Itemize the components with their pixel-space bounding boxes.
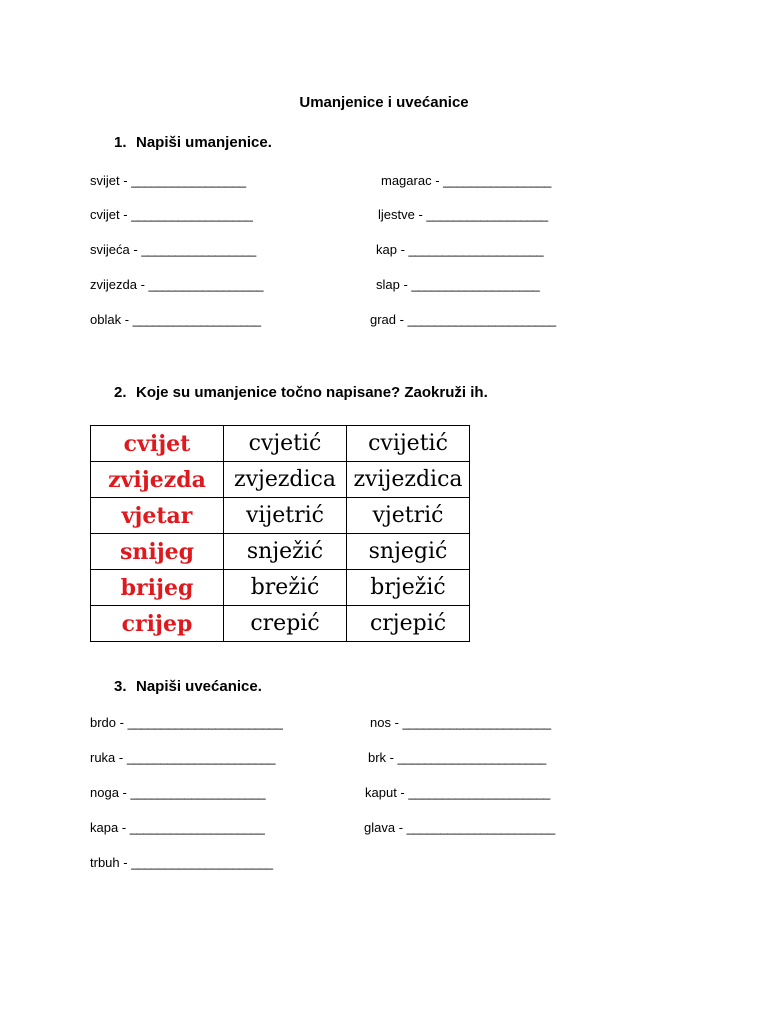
answer-blank[interactable]: ______________________ — [397, 750, 546, 765]
exercise-1-item: kap - ____________________ — [376, 242, 544, 257]
answer-blank[interactable]: _________________ — [141, 242, 256, 257]
exercise-1-word: cvijet — [90, 207, 120, 222]
exercise-3-word: trbuh — [90, 855, 120, 870]
exercise-1-item: oblak - ___________________ — [90, 312, 261, 327]
answer-blank[interactable]: ____________________ — [408, 242, 544, 257]
exercise-3-word: ruka — [90, 750, 116, 765]
answer-blank[interactable]: _________________ — [131, 173, 246, 188]
option-word[interactable]: cvjetić — [224, 426, 347, 462]
exercise-1-item: svijet - _________________ — [90, 173, 246, 188]
exercise-3-item: kaput - _____________________ — [365, 785, 550, 800]
section-3-heading — [114, 678, 262, 695]
answer-blank[interactable]: _____________________ — [408, 785, 550, 800]
section-2-number: 2. — [114, 384, 127, 401]
answer-blank[interactable]: ____________________ — [130, 785, 266, 800]
base-word: brijeg — [91, 570, 224, 606]
base-word: vjetar — [91, 498, 224, 534]
option-word[interactable]: cvijetić — [347, 426, 470, 462]
exercise-3-word: kaput — [365, 785, 397, 800]
section-3-heading-text: Napiši uvećanice. — [136, 678, 262, 695]
answer-blank[interactable]: ________________ — [443, 173, 551, 188]
base-word: crijep — [91, 606, 224, 642]
option-word[interactable]: brežić — [224, 570, 347, 606]
exercise-3-item: glava - ______________________ — [364, 820, 555, 835]
exercise-3-item: trbuh - _____________________ — [90, 855, 273, 870]
exercise-3-word: glava — [364, 820, 396, 835]
exercise-1-word: svijet — [90, 173, 120, 188]
base-word: snijeg — [91, 534, 224, 570]
exercise-1-word: slap — [376, 277, 400, 292]
table-row — [91, 426, 470, 462]
exercise-3-word: brdo — [90, 715, 117, 730]
exercise-1-item: svijeća - _________________ — [90, 242, 256, 257]
table-row — [91, 462, 470, 498]
answer-blank[interactable]: ______________________ — [406, 820, 555, 835]
section-2-heading — [114, 384, 488, 401]
exercise-3-item: kapa - ____________________ — [90, 820, 265, 835]
page-title: Umanjenice i uvećanice — [299, 94, 469, 111]
section-1-heading — [114, 134, 272, 151]
exercise-1-item: grad - ______________________ — [370, 312, 556, 327]
exercise-3-item: ruka - ______________________ — [90, 750, 275, 765]
exercise-1-word: svijeća — [90, 242, 130, 257]
option-word[interactable]: crepić — [224, 606, 347, 642]
base-word: zvijezda — [91, 462, 224, 498]
exercise-3-word: nos — [370, 715, 391, 730]
exercise-1-item: cvijet - __________________ — [90, 207, 253, 222]
answer-blank[interactable]: __________________ — [426, 207, 548, 222]
answer-blank[interactable]: _____________________ — [131, 855, 273, 870]
exercise-3-word: kapa — [90, 820, 119, 835]
section-1-number: 1. — [114, 134, 127, 151]
exercise-3-item: brdo - _______________________ — [90, 715, 283, 730]
exercise-1-word: grad — [370, 312, 397, 327]
answer-blank[interactable]: ____________________ — [129, 820, 265, 835]
answer-blank[interactable]: ______________________ — [407, 312, 556, 327]
exercise-1-word: oblak — [90, 312, 122, 327]
exercise-1-item: zvijezda - _________________ — [90, 277, 263, 292]
option-word[interactable]: snjegić — [347, 534, 470, 570]
answer-blank[interactable]: ______________________ — [402, 715, 551, 730]
option-word[interactable]: vjetrić — [347, 498, 470, 534]
answer-blank[interactable]: ______________________ — [126, 750, 275, 765]
exercise-1-item: magarac - ________________ — [381, 173, 551, 188]
base-word: cvijet — [91, 426, 224, 462]
exercise-1-item: ljestve - __________________ — [378, 207, 548, 222]
option-word[interactable]: zvjezdica — [224, 462, 347, 498]
exercise-3-item: nos - ______________________ — [370, 715, 551, 730]
option-word[interactable]: brježić — [347, 570, 470, 606]
table-row — [91, 570, 470, 606]
exercise-3-item: brk - ______________________ — [368, 750, 546, 765]
answer-blank[interactable]: _________________ — [148, 277, 263, 292]
answer-blank[interactable]: ___________________ — [132, 312, 261, 327]
exercise-1-word: ljestve — [378, 207, 415, 222]
option-word[interactable]: snježić — [224, 534, 347, 570]
exercise-1-word: kap — [376, 242, 397, 257]
exercise-1-word: magarac — [381, 173, 432, 188]
answer-blank[interactable]: __________________ — [131, 207, 253, 222]
section-3-number: 3. — [114, 678, 127, 695]
option-word[interactable]: crjepić — [347, 606, 470, 642]
table-row — [91, 534, 470, 570]
section-2-heading-text: Koje su umanjenice točno napisane? Zaokruži ih. — [136, 384, 488, 401]
exercise-3-word: brk — [368, 750, 387, 765]
answer-blank[interactable]: _______________________ — [127, 715, 283, 730]
choices-table — [90, 425, 470, 642]
section-1-heading-text: Napiši umanjenice. — [136, 134, 272, 151]
option-word[interactable]: vijetrić — [224, 498, 347, 534]
table-row — [91, 498, 470, 534]
exercise-3-word: noga — [90, 785, 119, 800]
exercise-1-item: slap - ___________________ — [376, 277, 540, 292]
exercise-3-item: noga - ____________________ — [90, 785, 266, 800]
option-word[interactable]: zvijezdica — [347, 462, 470, 498]
exercise-1-word: zvijezda — [90, 277, 137, 292]
answer-blank[interactable]: ___________________ — [411, 277, 540, 292]
table-row — [91, 606, 470, 642]
